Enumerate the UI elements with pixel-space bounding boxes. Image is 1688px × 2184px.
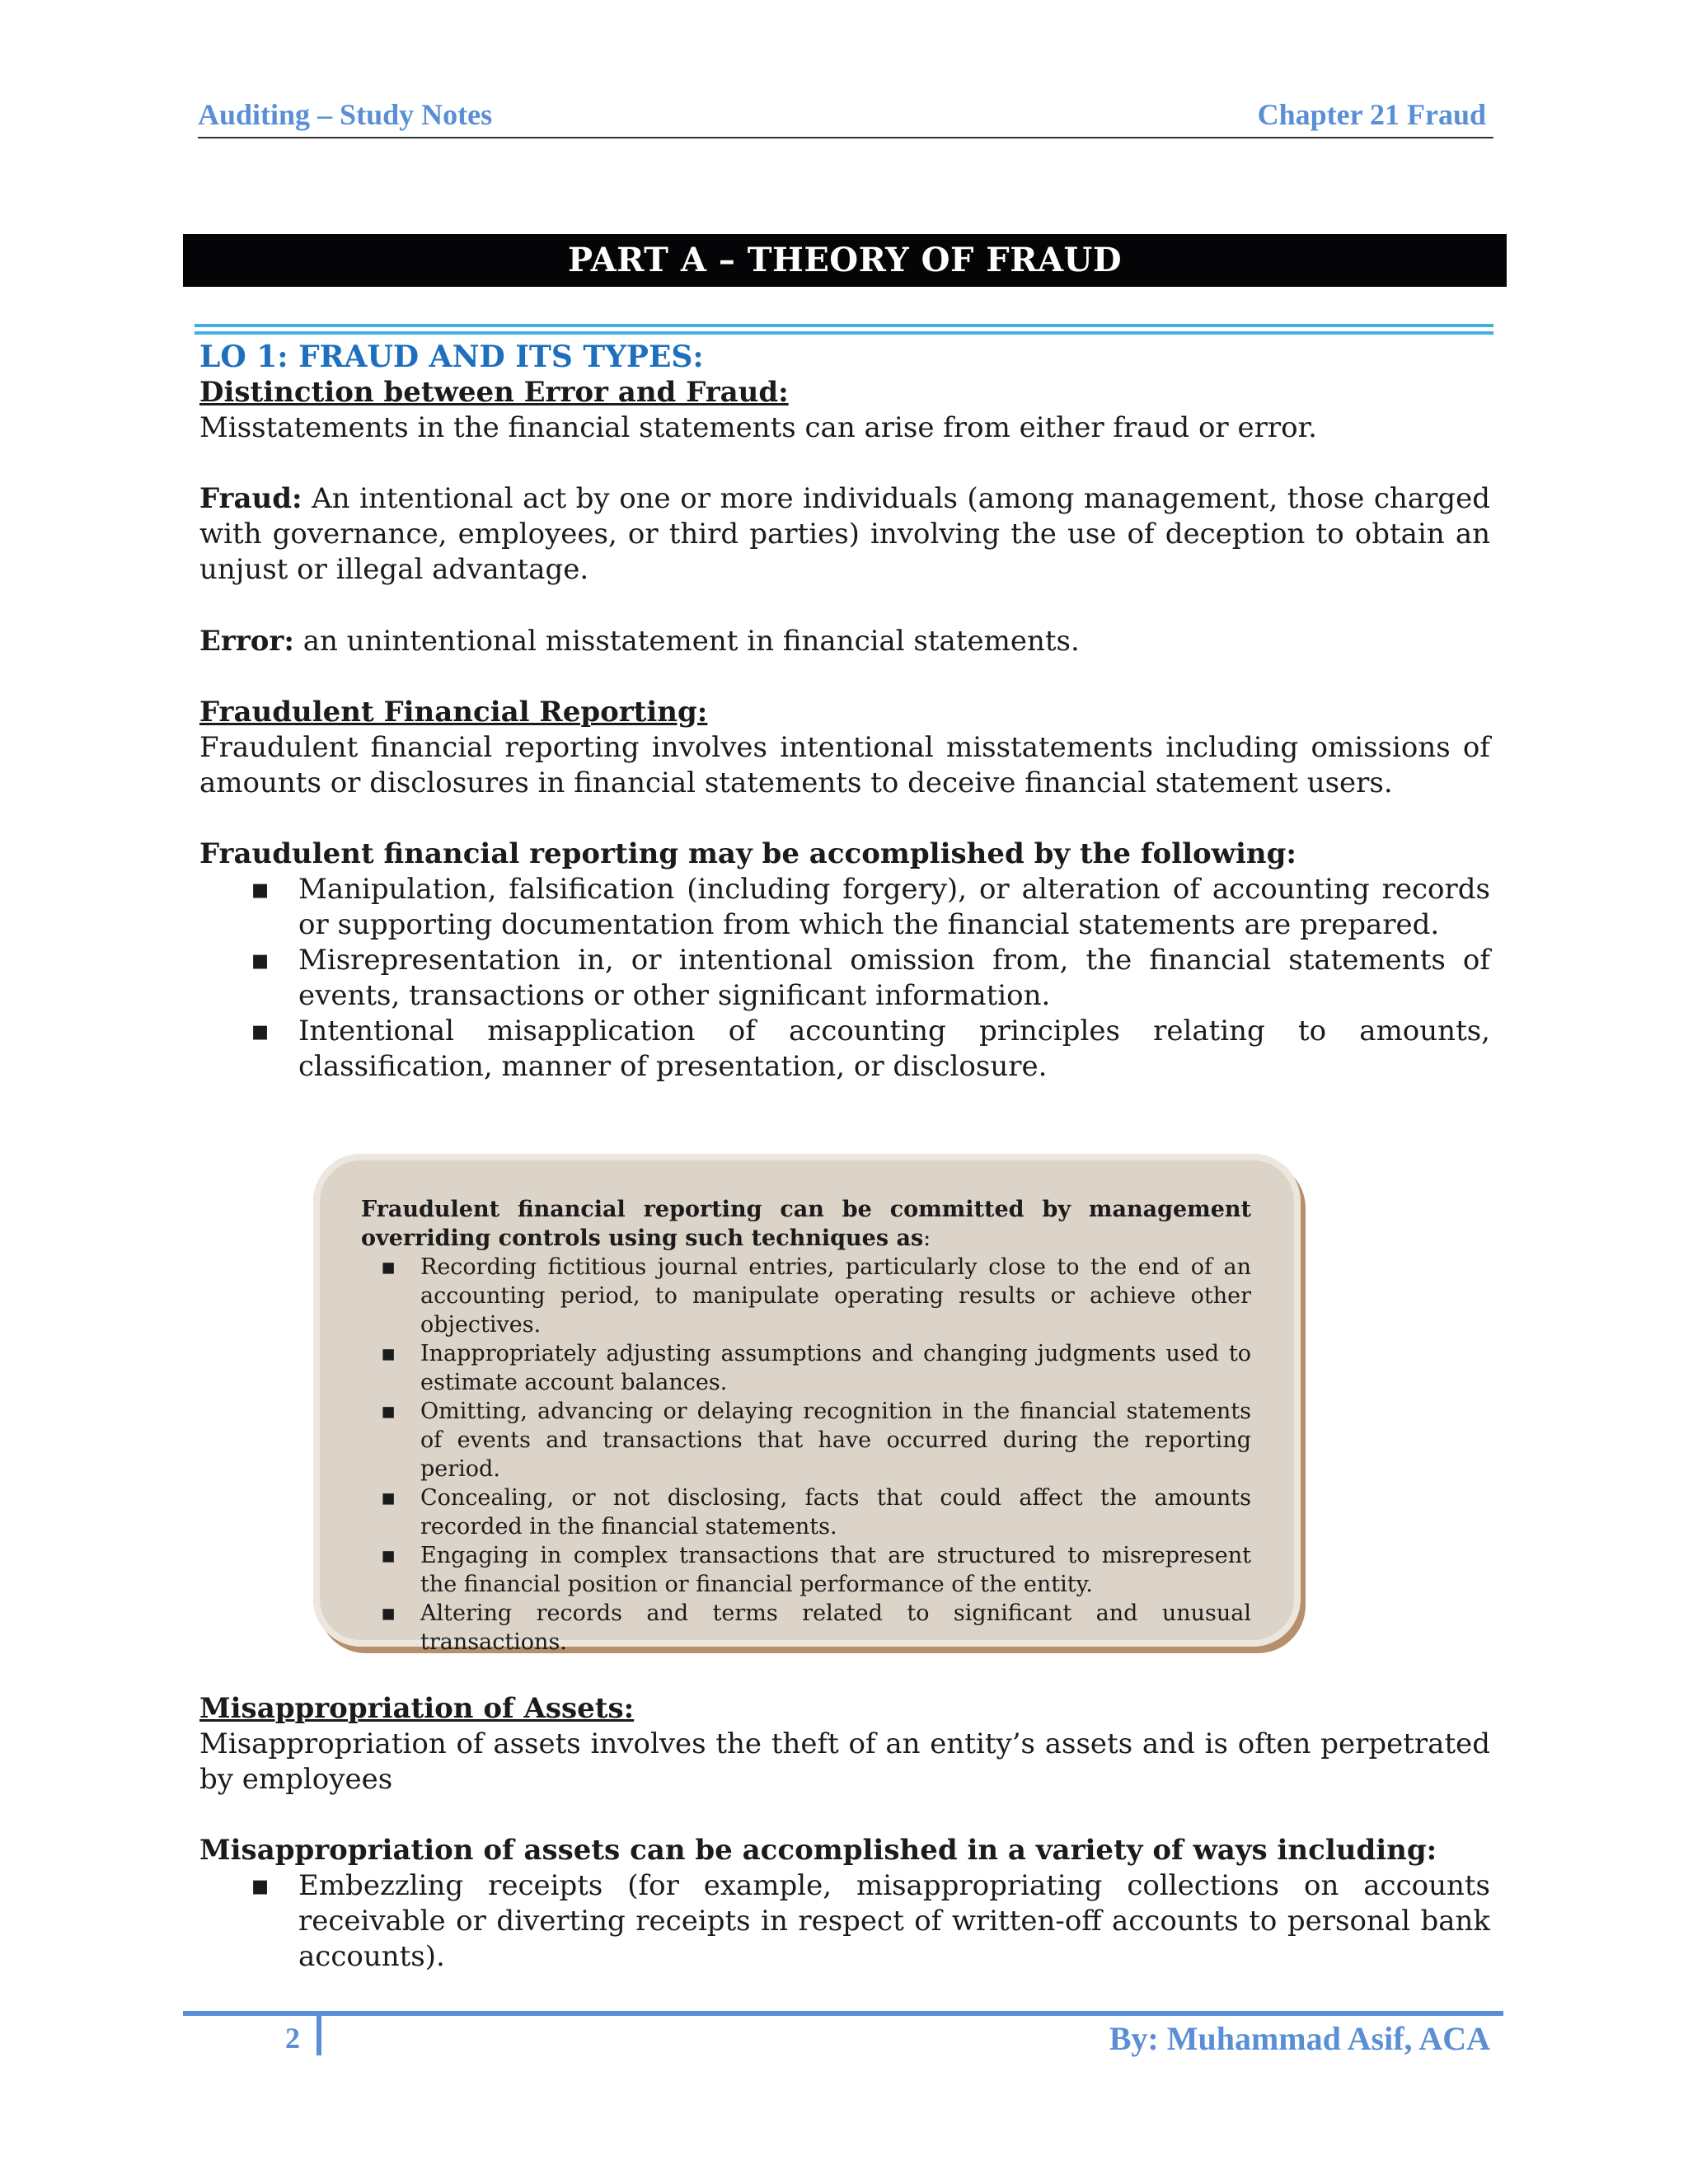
bullet-icon: ▪ (381, 1485, 396, 1511)
list-item: ▪ Concealing, or not disclosing, facts that could affect the amounts recorded in the financial statements. (381, 1485, 1251, 1540)
part-banner: PART A – THEORY OF FRAUD (183, 234, 1507, 287)
distinction-heading: Distinction between Error and Fraud: (199, 376, 789, 409)
fraud-term: Fraud: (199, 482, 302, 515)
list-item: ▪ Omitting, advancing or delaying recognition in the financial statements of events and transactions that have occurred during the reporting period. (381, 1399, 1251, 1482)
list-item: ▪ Recording fictitious journal entries, particularly close to the end of an accounting period, to manipulate operating results or achieve other objectives. (381, 1254, 1251, 1338)
error-def-text: an unintentional misstatement in financial statements. (302, 625, 1080, 658)
misappropriation-heading: Misappropriation of Assets: (199, 1692, 635, 1725)
footer-page-divider (316, 2011, 321, 2055)
bullet-icon: ▪ (251, 944, 270, 977)
ffr-list-heading: Fraudulent financial reporting may be accomplished by the following: (199, 837, 1296, 870)
callout-list (361, 1253, 1251, 1657)
ffr-heading: Fraudulent Financial Reporting: (199, 696, 708, 729)
misappropriation-list (199, 1868, 1490, 1975)
bullet-icon: ▪ (381, 1399, 396, 1424)
banner-divider-top (195, 324, 1493, 327)
callout-heading: Fraudulent financial reporting can be committed by management overriding controls using such techniques as: (361, 1197, 1251, 1251)
ffr-list (199, 872, 1490, 1085)
bullet-icon: ▪ (381, 1601, 396, 1626)
banner-divider-bottom (195, 331, 1493, 335)
list-item: ▪ Altering records and terms related to significant and unusual transactions. (381, 1601, 1251, 1655)
bullet-icon: ▪ (381, 1341, 396, 1366)
fraud-def-text: An intentional act by one or more individuals (among management, those charged with governance, employees, or third parties) involving the use of deception to obtain an unjust or illegal advantage. (199, 482, 1490, 586)
header-chapter: Chapter 21 Fraud (1257, 98, 1486, 131)
error-term: Error: (199, 625, 294, 658)
misappropriation-list-heading: Misappropriation of assets can be accomplished in a variety of ways including: (199, 1834, 1437, 1867)
list-item: ▪ Engaging in complex transactions that are structured to misrepresent the financial position or financial performance of the entity. (381, 1543, 1251, 1597)
page-number: 2 (285, 2022, 300, 2055)
header-divider (198, 137, 1493, 138)
bullet-icon: ▪ (381, 1543, 396, 1568)
error-definition (199, 624, 1490, 659)
bullet-icon: ▪ (381, 1254, 396, 1280)
list-item: ▪ Misrepresentation in, or intentional omission from, the financial statements of events, transactions or other significant information. (251, 944, 1490, 1012)
bullet-icon: ▪ (251, 1015, 270, 1047)
callout-box (313, 1154, 1301, 1655)
misappropriation-body: Misappropriation of assets involves the theft of an entity’s assets and is often perpetrated by employees (199, 1727, 1490, 1796)
bullet-icon: ▪ (251, 1869, 270, 1902)
distinction-intro: Misstatements in the financial statements can arise from either fraud or error. (199, 411, 1317, 444)
fraud-definition (199, 481, 1490, 588)
list-item: ▪ Intentional misapplication of accounting principles relating to amounts, classification, manner of presentation, or disclosure. (251, 1015, 1490, 1083)
list-item: ▪ Inappropriately adjusting assumptions and changing judgments used to estimate account balances. (381, 1341, 1251, 1395)
header-title: Auditing – Study Notes (198, 98, 493, 131)
lo-heading: LO 1: FRAUD AND ITS TYPES: (199, 340, 704, 374)
footer-author: By: Muhammad Asif, ACA (1109, 2020, 1490, 2057)
list-item: ▪ Embezzling receipts (for example, misappropriating collections on accounts receivable or diverting receipts in respect of written-off accounts to personal bank accounts). (251, 1869, 1490, 1973)
bullet-icon: ▪ (251, 873, 270, 906)
list-item: ▪ Manipulation, falsification (including forgery), or alteration of accounting records or supporting documentation from which the financial statements are prepared. (251, 873, 1490, 941)
ffr-body: Fraudulent financial reporting involves intentional misstatements including omissions of amounts or disclosures in financial statements to deceive financial statement users. (199, 731, 1490, 799)
footer-divider (183, 2011, 1503, 2016)
